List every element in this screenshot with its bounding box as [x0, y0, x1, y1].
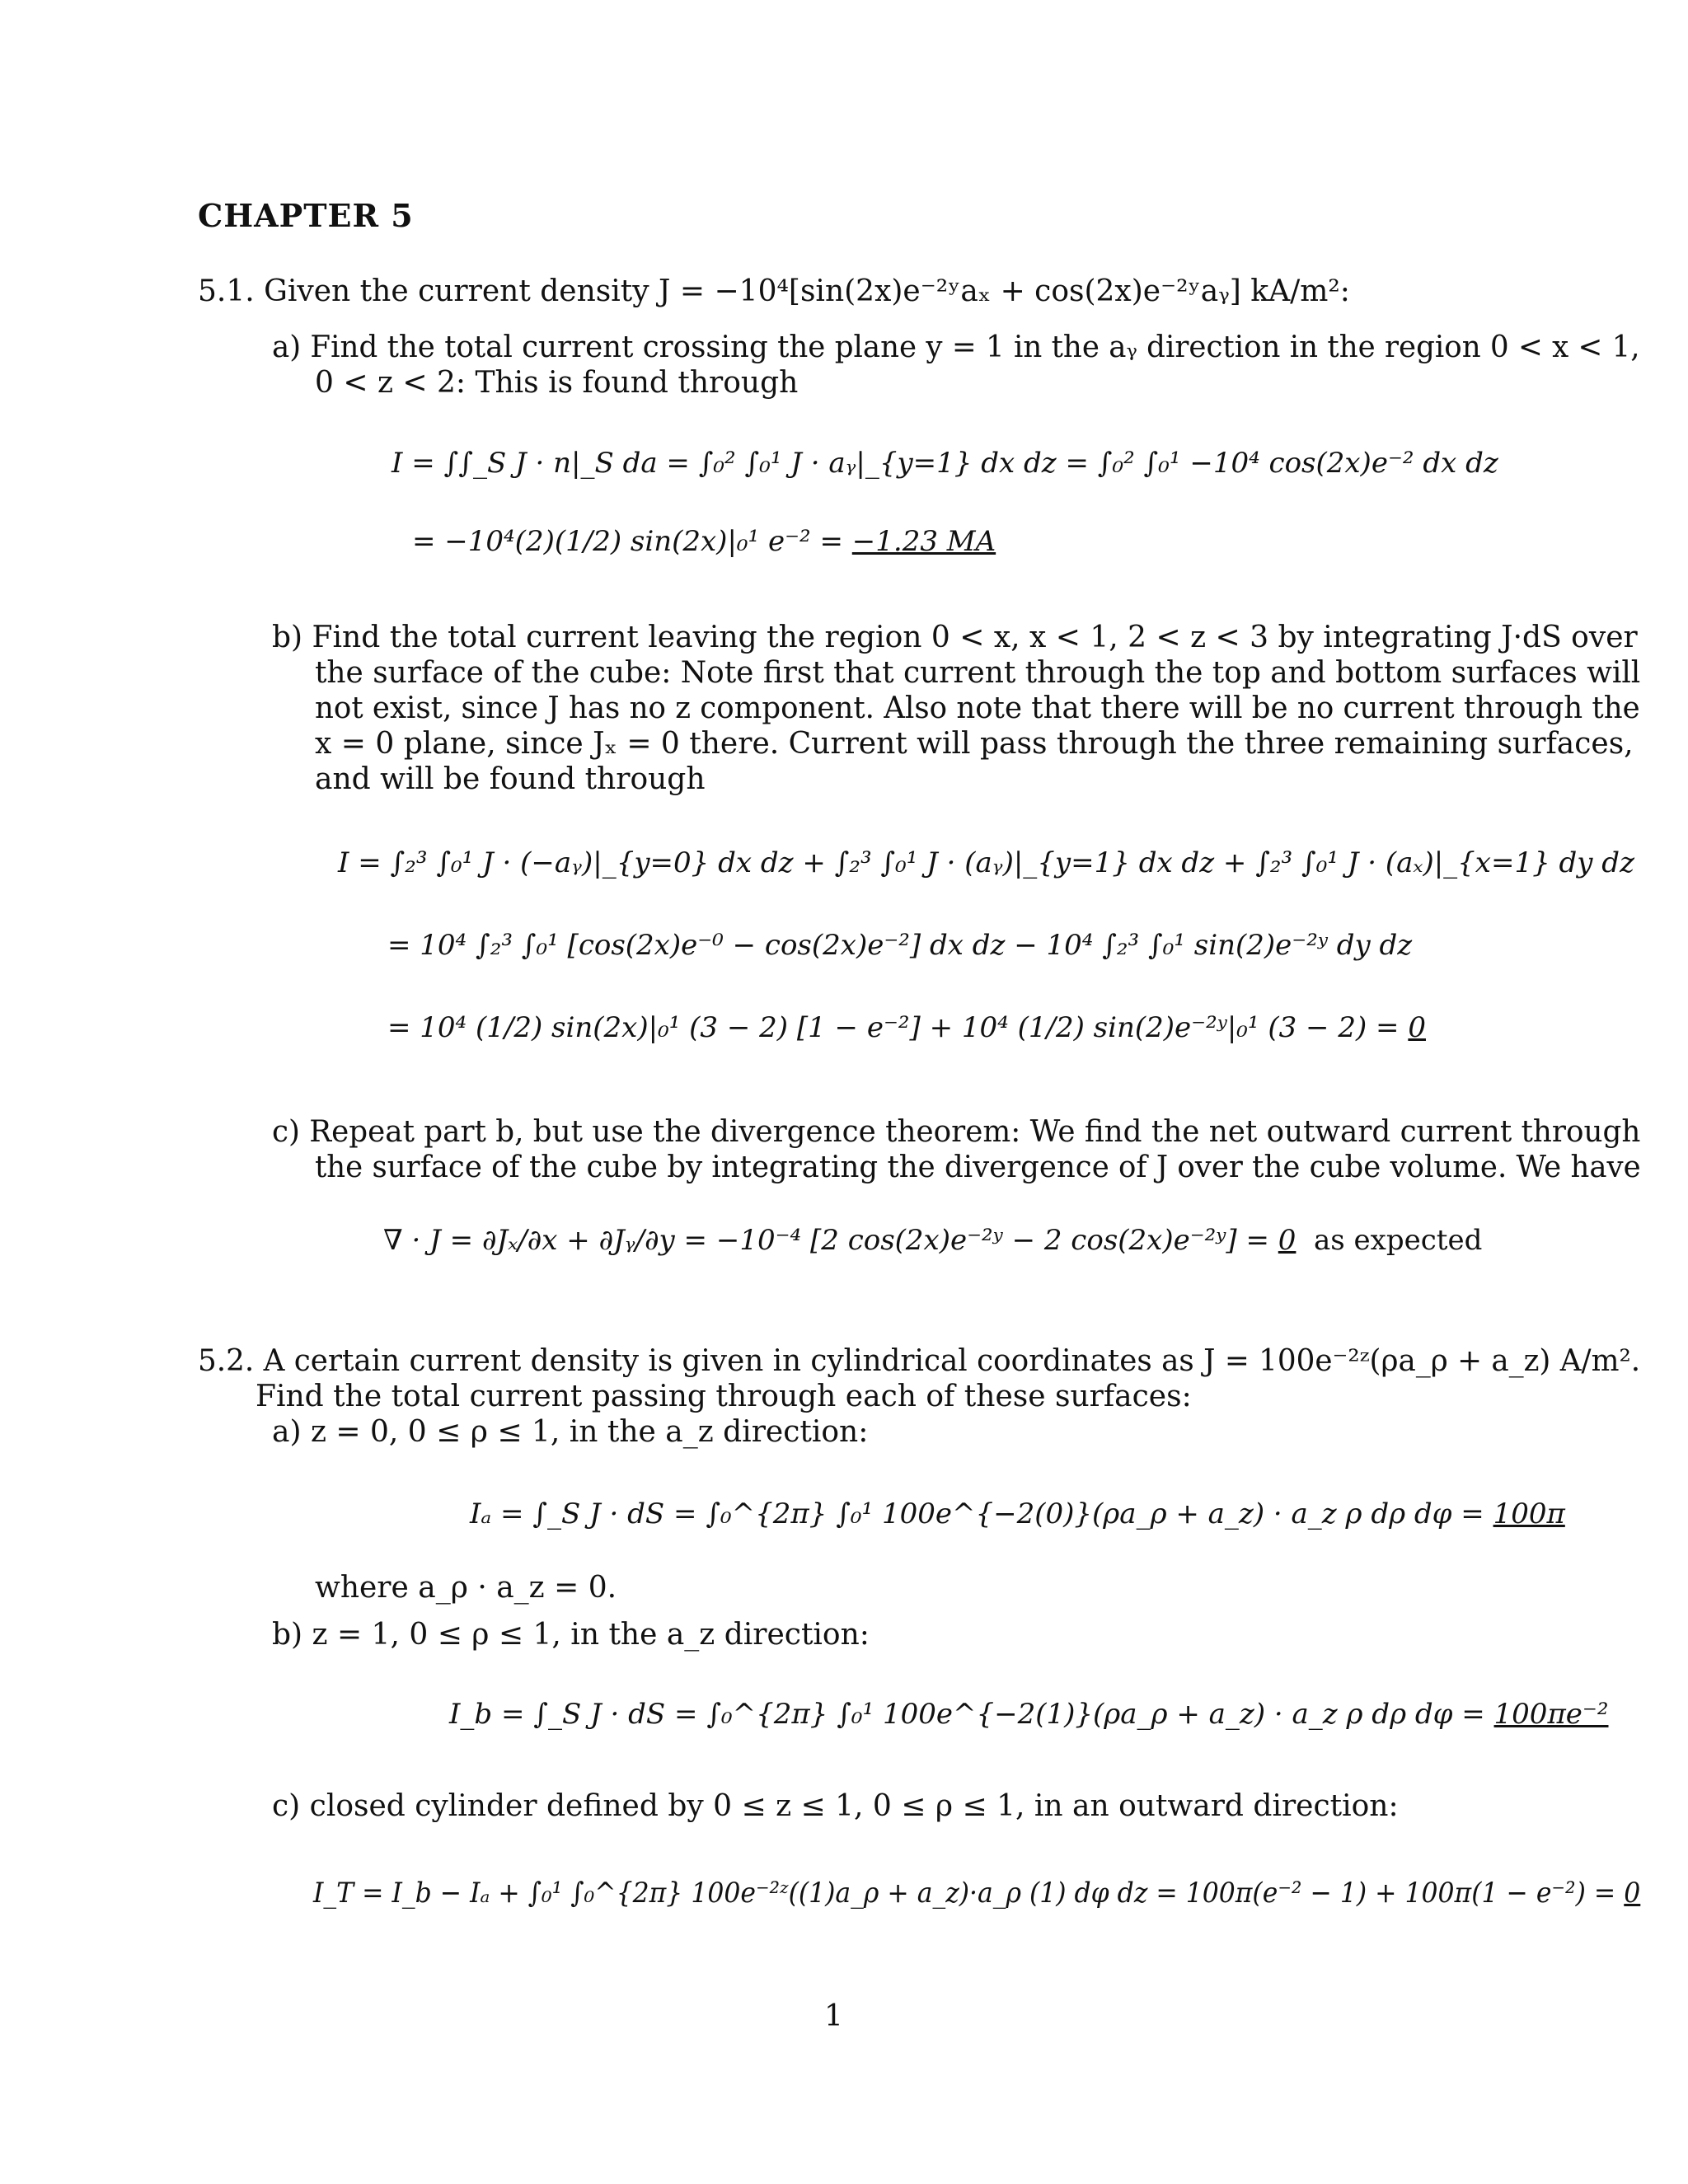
- problem-5-1-b-equation-3: [387, 1010, 1426, 1046]
- equation-lead: = −10⁴(2)(1/2) sin(2x)|₀¹ e⁻² =: [412, 525, 852, 558]
- problem-5-1-b-line1: b) Find the total current leaving the region 0 < x, x < 1, 2 < z < 3 by integrating J·dS over: [272, 621, 1638, 654]
- problem-5-1-c-equation: [383, 1222, 1482, 1258]
- problem-5-1-b-equation-2: = 10⁴ ∫₂³ ∫₀¹ [cos(2x)e⁻⁰ − cos(2x)e⁻²] dx dz − 10⁴ ∫₂³ ∫₀¹ sin(2)e⁻²ʸ dy dz: [387, 929, 1413, 962]
- problem-5-1-intro: 5.1. Given the current density J = −10⁴[sin(2x)e⁻²ʸaₓ + cos(2x)e⁻²ʸaᵧ] kA/m²:: [198, 274, 1350, 308]
- equation-lead: = 10⁴ (1/2) sin(2x)|₀¹ (3 − 2) [1 − e⁻²] + 10⁴ (1/2) sin(2)e⁻²ʸ|₀¹ (3 − 2) =: [387, 1011, 1409, 1044]
- problem-5-1-b-line4: x = 0 plane, since Jₓ = 0 there. Current will pass through the three remaining surfaces,: [315, 727, 1634, 761]
- answer-underlined: 0: [1624, 1877, 1641, 1910]
- problem-5-2-a-line: a) z = 0, 0 ≤ ρ ≤ 1, in the a_z direction:: [272, 1415, 869, 1449]
- equation-lead: I_b = ∫_S J · dS = ∫₀^{2π} ∫₀¹ 100e^{−2(1)}(ρa_ρ + a_z) · a_z ρ dρ dφ =: [449, 1698, 1494, 1731]
- problem-5-1-b-equation-1: I = ∫₂³ ∫₀¹ J · (−aᵧ)|_{y=0} dx dz + ∫₂³ ∫₀¹ J · (aᵧ)|_{y=1} dx dz + ∫₂³ ∫₀¹ J · (aₓ)|_{x=1} dy dz: [338, 846, 1634, 879]
- equation-lead: ∇ · J = ∂Jₓ/∂x + ∂Jᵧ/∂y = −10⁻⁴ [2 cos(2x)e⁻²ʸ − 2 cos(2x)e⁻²ʸ] =: [383, 1224, 1278, 1257]
- problem-5-2-c-line: c) closed cylinder defined by 0 ≤ z ≤ 1, 0 ≤ ρ ≤ 1, in an outward direction:: [272, 1789, 1399, 1823]
- problem-5-1-b-line3: not exist, since J has no z component. Also note that there will be no current through the: [315, 691, 1640, 725]
- problem-5-2-b-line: b) z = 1, 0 ≤ ρ ≤ 1, in the a_z direction:: [272, 1618, 870, 1652]
- problem-5-1-c-line2: the surface of the cube by integrating the divergence of J over the cube volume. We have: [315, 1151, 1641, 1184]
- problem-5-1-a-line1: a) Find the total current crossing the plane y = 1 in the aᵧ direction in the region 0 < x < 1,: [272, 330, 1640, 364]
- problem-5-2-intro-line1: 5.2. A certain current density is given in cylindrical coordinates as J = 100e⁻²ᶻ(ρa_ρ + a_z) A/m².: [198, 1344, 1641, 1378]
- problem-5-2-b-equation: [449, 1696, 1609, 1732]
- answer-underlined: −1.23 MA: [851, 525, 996, 558]
- answer-underlined: 0: [1278, 1224, 1296, 1257]
- problem-5-1-b-line5: and will be found through: [315, 762, 706, 796]
- chapter-title: CHAPTER 5: [198, 197, 414, 234]
- problem-5-1-a-equation-2: [412, 523, 996, 560]
- equation-lead: Iₐ = ∫_S J · dS = ∫₀^{2π} ∫₀¹ 100e^{−2(0)}(ρa_ρ + a_z) · a_z ρ dρ dφ =: [470, 1497, 1493, 1530]
- answer-underlined: 100π: [1493, 1497, 1565, 1530]
- answer-underlined: 100πe⁻²: [1493, 1698, 1609, 1731]
- problem-5-1-a-line2: 0 < z < 2: This is found through: [315, 366, 799, 400]
- problem-5-2-c-equation: [313, 1875, 1640, 1911]
- problem-5-1-c-line1: c) Repeat part b, but use the divergence theorem: We find the net outward current through: [272, 1115, 1641, 1149]
- equation-lead: I_T = I_b − Iₐ + ∫₀¹ ∫₀^{2π} 100e⁻²ᶻ((1)a_ρ + a_z)·a_ρ (1) dφ dz = 100π(e⁻² − 1) + 100π(1 − e⁻²) =: [313, 1877, 1625, 1910]
- problem-5-2-a-where: where a_ρ · a_z = 0.: [315, 1571, 617, 1605]
- page-number: 1: [824, 1999, 843, 2033]
- problem-5-1-b-line2: the surface of the cube: Note first that current through the top and bottom surfaces will: [315, 656, 1641, 690]
- answer-underlined: 0: [1408, 1011, 1426, 1044]
- equation-tail: as expected: [1314, 1224, 1483, 1257]
- problem-5-2-intro-line2: Find the total current passing through each of these surfaces:: [256, 1380, 1192, 1413]
- problem-5-1-a-equation-1: I = ∫∫_S J · n|_S da = ∫₀² ∫₀¹ J · aᵧ|_{y=1} dx dz = ∫₀² ∫₀¹ −10⁴ cos(2x)e⁻² dx dz: [392, 447, 1498, 480]
- problem-5-2-a-equation: [470, 1496, 1565, 1532]
